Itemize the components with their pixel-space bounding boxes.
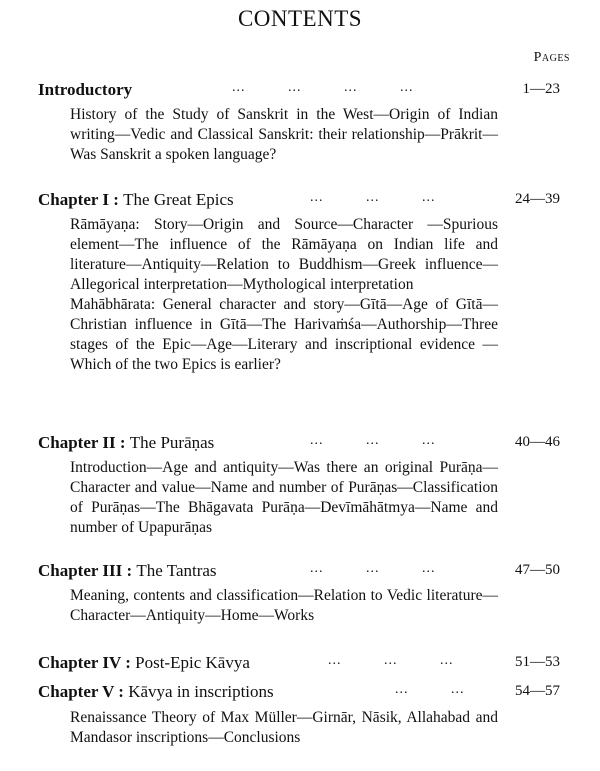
page-range: 47—50 xyxy=(515,562,560,578)
toc-entry-chapter-1[interactable] xyxy=(0,190,600,375)
leader-dots: ... ... ... xyxy=(310,190,436,205)
entry-title: The Purāṇas xyxy=(129,433,215,452)
leader-dots: ... ... ... xyxy=(328,653,454,668)
entry-title: Post-Epic Kāvya xyxy=(135,653,250,672)
entry-description: Introduction—Age and antiquity—Was there an original Purāṇa—Character and value—Name and number of Purāṇas—Classification of Purāṇas—The Bhāgavata Purāṇa—Devīmāhātmya—Name and number of Upapurāṇas xyxy=(70,459,498,536)
leader-dots: ... ... ... xyxy=(310,561,436,576)
entry-description: Meaning, contents and classification—Relation to Vedic literature—Character—Antiquity—Home—Works xyxy=(70,587,498,624)
entry-title: The Tantras xyxy=(136,561,217,580)
leader-dots: ... ... ... xyxy=(310,433,436,448)
page-range: 40—46 xyxy=(515,434,560,450)
leader-dots: ... ... ... ... xyxy=(232,80,414,95)
entry-label: Introductory xyxy=(38,80,133,99)
entry-title: Kāvya in inscriptions xyxy=(128,682,274,701)
entry-label: Chapter V : xyxy=(38,682,124,701)
toc-entry-chapter-2[interactable] xyxy=(0,433,600,538)
entry-description: Renaissance Theory of Max Müller—Girnār, Nāsik, Allahabad and Mandasor inscriptions—Conclusions xyxy=(70,709,498,746)
entry-label: Chapter I : xyxy=(38,190,119,209)
page-title: CONTENTS xyxy=(237,6,363,31)
toc-entry-introductory[interactable] xyxy=(0,80,600,165)
entry-label: Chapter IV : xyxy=(38,653,131,672)
toc-entry-chapter-5[interactable] xyxy=(0,682,600,748)
toc-entry-chapter-3[interactable] xyxy=(0,561,600,626)
entry-description: Rāmāyaṇa: Story—Origin and Source—Character —Spurious element—The influence of the Rāmāyaṇa on Indian life and literature—Antiquity—Relation to Buddhism—Greek influence—Allegorical interpretation—Mythological interpretation xyxy=(70,216,498,293)
entry-label: Chapter II : xyxy=(38,433,126,452)
entry-label: Chapter III : xyxy=(38,561,133,580)
page-range: 51—53 xyxy=(515,654,560,670)
page-range: 1—23 xyxy=(522,81,560,97)
entry-description: History of the Study of Sanskrit in the West—Origin of Indian writing—Vedic and Classical Sanskrit: their relationship—Prākrit—Was Sanskrit a spoken language? xyxy=(70,106,498,163)
pages-column-header: Pages xyxy=(533,50,570,65)
page-range: 24—39 xyxy=(515,191,560,207)
page-range: 54—57 xyxy=(515,683,560,699)
entry-description: Mahābhārata: General character and story—Gītā—Age of Gītā—Christian influence in Gītā—The Harivaṁśa—Authorship—Three stages of the Epic—Age—Literary and inscriptional evidence —Which of the two Epics is earlier? xyxy=(70,296,498,373)
toc-entry-chapter-4[interactable] xyxy=(0,653,600,675)
leader-dots: ... ... xyxy=(395,682,465,697)
entry-title: The Great Epics xyxy=(123,190,234,209)
